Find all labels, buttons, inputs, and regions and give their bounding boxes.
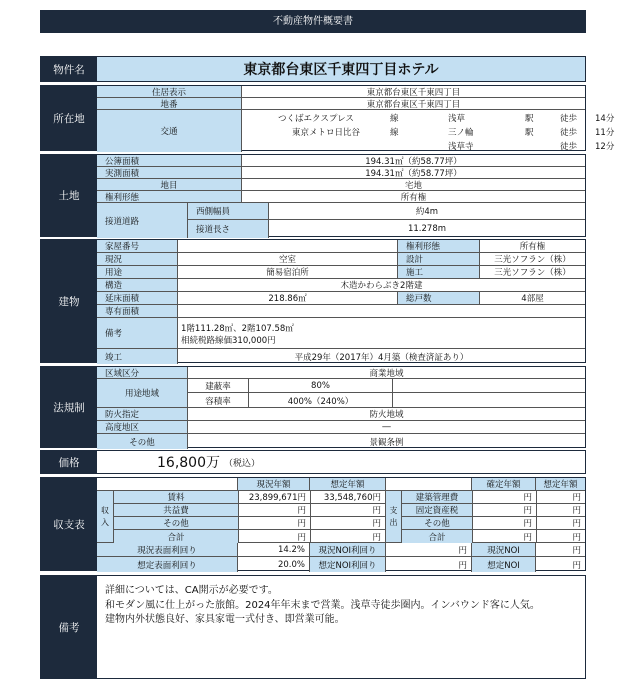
coverage-value: 80% [248, 379, 392, 392]
structure-label: 構造 [97, 279, 177, 291]
far-spacer [392, 393, 585, 408]
building-notes-line: 相続税路線価310,000円 [181, 336, 276, 346]
yield-current-value: 14.2% [237, 543, 309, 556]
price-value: 16,800万 [157, 455, 220, 471]
traffic-line-suffix: 線 [390, 114, 399, 124]
property-name: 東京都台東区千東四丁目ホテル [243, 62, 439, 78]
other-regulation-value: 景観条例 [187, 434, 585, 449]
property-name-label: 物件名 [41, 57, 97, 81]
floor-area-label: 延床面積 [97, 292, 177, 304]
noi-current-value: 円 [535, 543, 585, 556]
use-label: 用途 [97, 266, 177, 278]
yield-assumed-label: 想定表面利回り [97, 557, 237, 572]
zone-value: 商業地域 [187, 367, 585, 378]
expense-item-label: 固定資産税 [402, 504, 472, 516]
income-section [40, 477, 586, 571]
income-assumed-value: 円 [310, 517, 385, 529]
floor-area-value: 218.86㎡ [177, 292, 397, 304]
location-section [40, 85, 615, 152]
far-label: 容積率 [205, 396, 231, 407]
expense-assumed-header: 想定年額 [535, 478, 585, 490]
building-notes-label: 備考 [97, 318, 177, 348]
income-item-label: 賃料 [114, 491, 238, 503]
road-width-value: 約4m [268, 203, 585, 219]
property-name-section [40, 56, 586, 82]
land-rights-value: 所有権 [241, 191, 585, 202]
noi-yield-assumed-value: 円 [385, 557, 471, 572]
registry-area-label: 公簿面積 [97, 155, 241, 166]
expense-item-label: 合計 [402, 530, 472, 543]
noi-assumed-value: 円 [535, 557, 585, 572]
other-regulation-label: その他 [97, 434, 187, 449]
expense-item-label: 建築管理費 [402, 491, 472, 503]
traffic-station: 三ノ輪 [448, 128, 474, 138]
use-value: 簡易宿泊所 [177, 266, 397, 278]
land-label: 土地 [41, 155, 97, 236]
expense-item-label: その他 [402, 517, 472, 529]
income-assumed-value: 円 [310, 530, 385, 543]
private-area-label: 専有面積 [97, 305, 177, 317]
registry-area-value: 194.31㎡（約58.77坪） [241, 155, 585, 166]
traffic-minutes: 12分 [595, 142, 615, 152]
traffic-station-suffix: 駅 [525, 114, 534, 124]
income-table-label: 収支表 [41, 478, 97, 570]
building-number-label: 家屋番号 [97, 240, 177, 252]
completion-value: 平成29年（2017年）4月築（検査済証あり） [177, 349, 585, 364]
height-value: ― [187, 421, 585, 433]
income-header-spacer [97, 478, 237, 490]
coverage-spacer [392, 379, 585, 392]
income-assumed-value: 円 [310, 504, 385, 516]
coverage-label: 建蔽率 [205, 381, 231, 392]
lot-number-label: 地番 [97, 98, 241, 109]
remarks-line: 和モダン風に仕上がった旅館。2024年年末まで営業。浅草寺徒歩圏内。インバウンド客に人気。 [105, 599, 540, 611]
traffic-minutes: 11分 [595, 128, 615, 138]
noi-yield-current-value: 円 [385, 543, 471, 556]
remarks-label: 備考 [41, 576, 97, 678]
expense-fixed-value: 円 [472, 517, 536, 529]
income-current-value: 円 [238, 504, 310, 516]
income-current-value: 23,899,671円 [238, 491, 310, 503]
location-label: 所在地 [41, 86, 97, 150]
expense-fixed-value: 円 [472, 530, 536, 543]
traffic-line: 東京メトロ日比谷 [292, 128, 361, 138]
structure-value: 木造かわらぶき2階建 [177, 279, 585, 291]
income-assumed-header: 想定年額 [309, 478, 385, 490]
remarks-line: 詳細については、CA開示が必要です。 [105, 585, 278, 596]
building-label: 建物 [41, 240, 97, 362]
builder-value: 三光ソフラン（株） [479, 266, 585, 278]
building-rights-value: 所有権 [479, 240, 585, 252]
use-zone-label: 用途地域 [97, 379, 187, 407]
income-item-label: 共益費 [114, 504, 238, 516]
regulation-section [40, 366, 586, 448]
remarks-text [105, 584, 577, 628]
noi-yield-assumed-label: 想定NOI利回り [309, 557, 385, 572]
price-section [40, 450, 586, 474]
traffic-row [242, 124, 615, 138]
noi-current-label: 現況NOI [471, 543, 535, 556]
remarks-line: 建物内外状態良好、家具家電一式付き、即営業可能。 [105, 614, 345, 625]
land-section [40, 154, 586, 237]
expense-assumed-value: 円 [536, 517, 585, 529]
expense-fixed-value: 円 [472, 491, 536, 503]
price-label: 価格 [41, 451, 97, 473]
height-label: 高度地区 [97, 421, 187, 433]
rooms-label: 総戸数 [397, 292, 479, 304]
status-value: 空室 [177, 253, 397, 265]
actual-area-label: 実測面積 [97, 167, 241, 178]
expense-vertical-label: 支出 [385, 491, 401, 542]
fire-value: 防火地域 [187, 408, 585, 420]
income-item-label: 合計 [114, 530, 238, 543]
yield-assumed-value: 20.0% [237, 557, 309, 572]
traffic-station-suffix: 駅 [525, 128, 534, 138]
traffic-line: つくばエクスプレス [278, 114, 354, 124]
traffic-walk: 徒歩 [560, 142, 578, 152]
land-rights-label: 権利形態 [97, 191, 241, 202]
building-notes-line: 1階111.28㎡、2階107.58㎡ [181, 324, 294, 334]
traffic-row [242, 138, 615, 152]
private-area-value [177, 305, 585, 317]
noi-assumed-label: 想定NOI [471, 557, 535, 572]
frontage-label: 接道長さ [188, 220, 268, 238]
price-tax-note: （税込） [224, 458, 261, 469]
income-vertical-label: 収入 [97, 491, 113, 542]
lot-number-value: 東京都台東区千東四丁目 [241, 98, 585, 109]
traffic-walk: 徒歩 [560, 114, 578, 124]
expense-assumed-value: 円 [536, 504, 585, 516]
building-number-value [177, 240, 397, 252]
traffic-station: 浅草寺 [448, 142, 474, 152]
building-rights-label: 権利形態 [397, 240, 479, 252]
income-current-value: 円 [238, 530, 310, 543]
fire-label: 防火指定 [97, 408, 187, 420]
income-assumed-value: 33,548,760円 [310, 491, 385, 503]
zone-label: 区域区分 [97, 367, 187, 378]
expense-assumed-value: 円 [536, 491, 585, 503]
income-current-header: 現況年額 [237, 478, 309, 490]
expense-fixed-value: 円 [472, 504, 536, 516]
income-item-label: その他 [114, 517, 238, 529]
expense-fixed-header: 確定年額 [471, 478, 535, 490]
property-name-value-box [97, 57, 585, 81]
traffic-walk: 徒歩 [560, 128, 578, 138]
document-title: 不動産物件概要書 [40, 10, 586, 33]
expense-header-spacer [385, 478, 471, 490]
regulation-label: 法規制 [41, 367, 97, 447]
land-category-label: 地目 [97, 179, 241, 190]
far-value: 400%（240%） [248, 393, 392, 408]
status-label: 現況 [97, 253, 177, 265]
design-label: 設計 [397, 253, 479, 265]
income-current-value: 円 [238, 517, 310, 529]
completion-label: 竣工 [97, 349, 177, 364]
traffic-minutes: 14分 [595, 114, 615, 124]
frontage-value: 11.278m [268, 220, 585, 238]
yield-current-label: 現況表面利回り [97, 543, 237, 556]
road-width-label: 西側幅員 [188, 203, 268, 219]
traffic-station: 浅草 [448, 114, 466, 124]
building-section [40, 239, 586, 363]
land-category-value: 宅地 [241, 179, 585, 190]
expense-assumed-value: 円 [536, 530, 585, 543]
design-value: 三光ソフラン（株） [479, 253, 585, 265]
traffic-line-suffix: 線 [390, 128, 399, 138]
noi-yield-current-label: 現況NOI利回り [309, 543, 385, 556]
rooms-value: 4部屋 [479, 292, 585, 304]
traffic-label: 交通 [97, 110, 241, 152]
road-label: 接道道路 [97, 203, 187, 238]
traffic-row [242, 110, 615, 124]
address-value: 東京都台東区千東四丁目 [241, 86, 585, 97]
remarks-section [40, 575, 586, 679]
address-label: 住居表示 [97, 86, 241, 97]
actual-area-value: 194.31㎡（約58.77坪） [241, 167, 585, 178]
builder-label: 施工 [397, 266, 479, 278]
